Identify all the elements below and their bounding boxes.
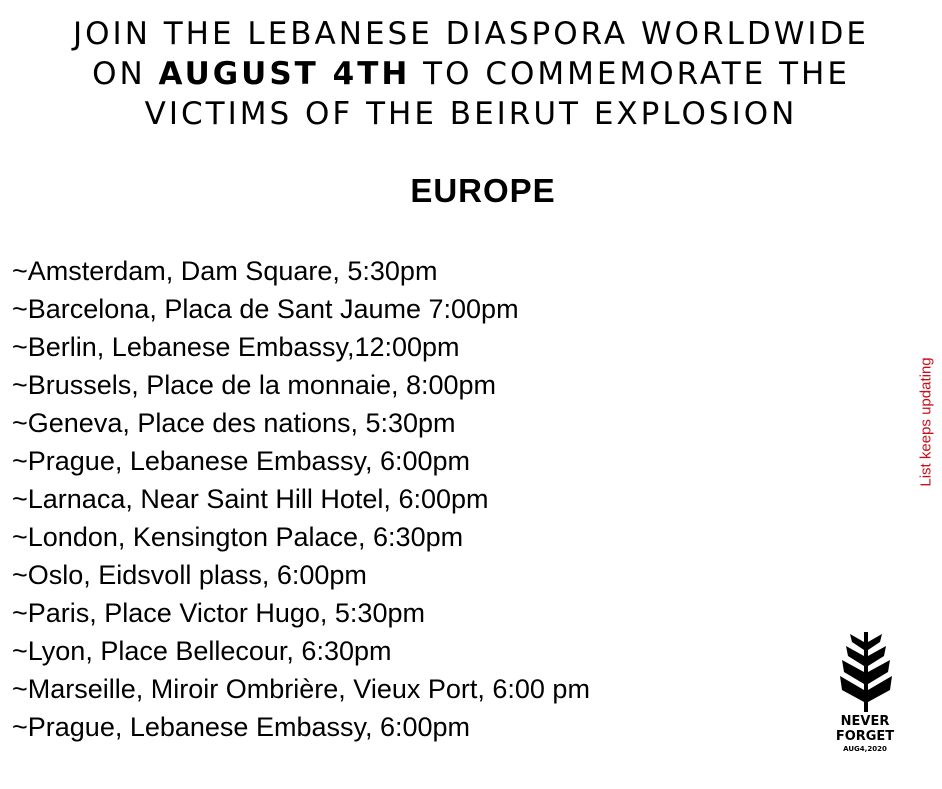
- list-item: ~Oslo, Eidsvoll plass, 6:00pm: [12, 560, 367, 590]
- list-item: ~Prague, Lebanese Embassy, 6:00pm: [12, 446, 471, 476]
- headline-line-1: JOIN THE LEBANESE DIASPORA WORLDWIDE: [73, 16, 869, 52]
- headline-line-2-start: ON: [92, 56, 159, 92]
- list-item: ~Brussels, Place de la monnaie, 8:00pm: [12, 370, 497, 400]
- headline: [0, 14, 942, 134]
- logo-line-3: AUG4,2020: [843, 745, 887, 753]
- list-item: ~Larnaca, Near Saint Hill Hotel, 6:00pm: [12, 484, 489, 514]
- list-item: ~Amsterdam, Dam Square, 5:30pm: [12, 256, 438, 286]
- list-item: ~London, Kensington Palace, 6:30pm: [12, 522, 464, 552]
- headline-date: AUGUST 4TH: [158, 56, 411, 92]
- list-item: ~Marseille, Miroir Ombrière, Vieux Port, 6:00 pm: [12, 674, 590, 704]
- headline-line-3: VICTIMS OF THE BEIRUT EXPLOSION: [144, 96, 798, 132]
- list-item: ~Prague, Lebanese Embassy, 6:00pm: [12, 712, 471, 742]
- headline-line-2: [0, 54, 942, 94]
- list-item: ~Berlin, Lebanese Embassy,12:00pm: [12, 332, 460, 362]
- never-forget-logo: [830, 714, 900, 754]
- list-item: ~Paris, Place Victor Hugo, 5:30pm: [12, 598, 425, 628]
- logo-line-2: FORGET: [835, 729, 895, 744]
- region-title: EUROPE: [410, 172, 556, 209]
- headline-line-2-end: TO COMMEMORATE THE: [410, 56, 850, 92]
- list-item: ~Geneva, Place des nations, 5:30pm: [12, 408, 456, 438]
- logo-line-1: NEVER: [840, 714, 890, 729]
- list-item: ~Barcelona, Placa de Sant Jaume 7:00pm: [12, 294, 519, 324]
- list-update-note: List keeps updating: [917, 357, 935, 487]
- list-item: ~Lyon, Place Bellecour, 6:30pm: [12, 636, 392, 666]
- event-list: [12, 252, 590, 746]
